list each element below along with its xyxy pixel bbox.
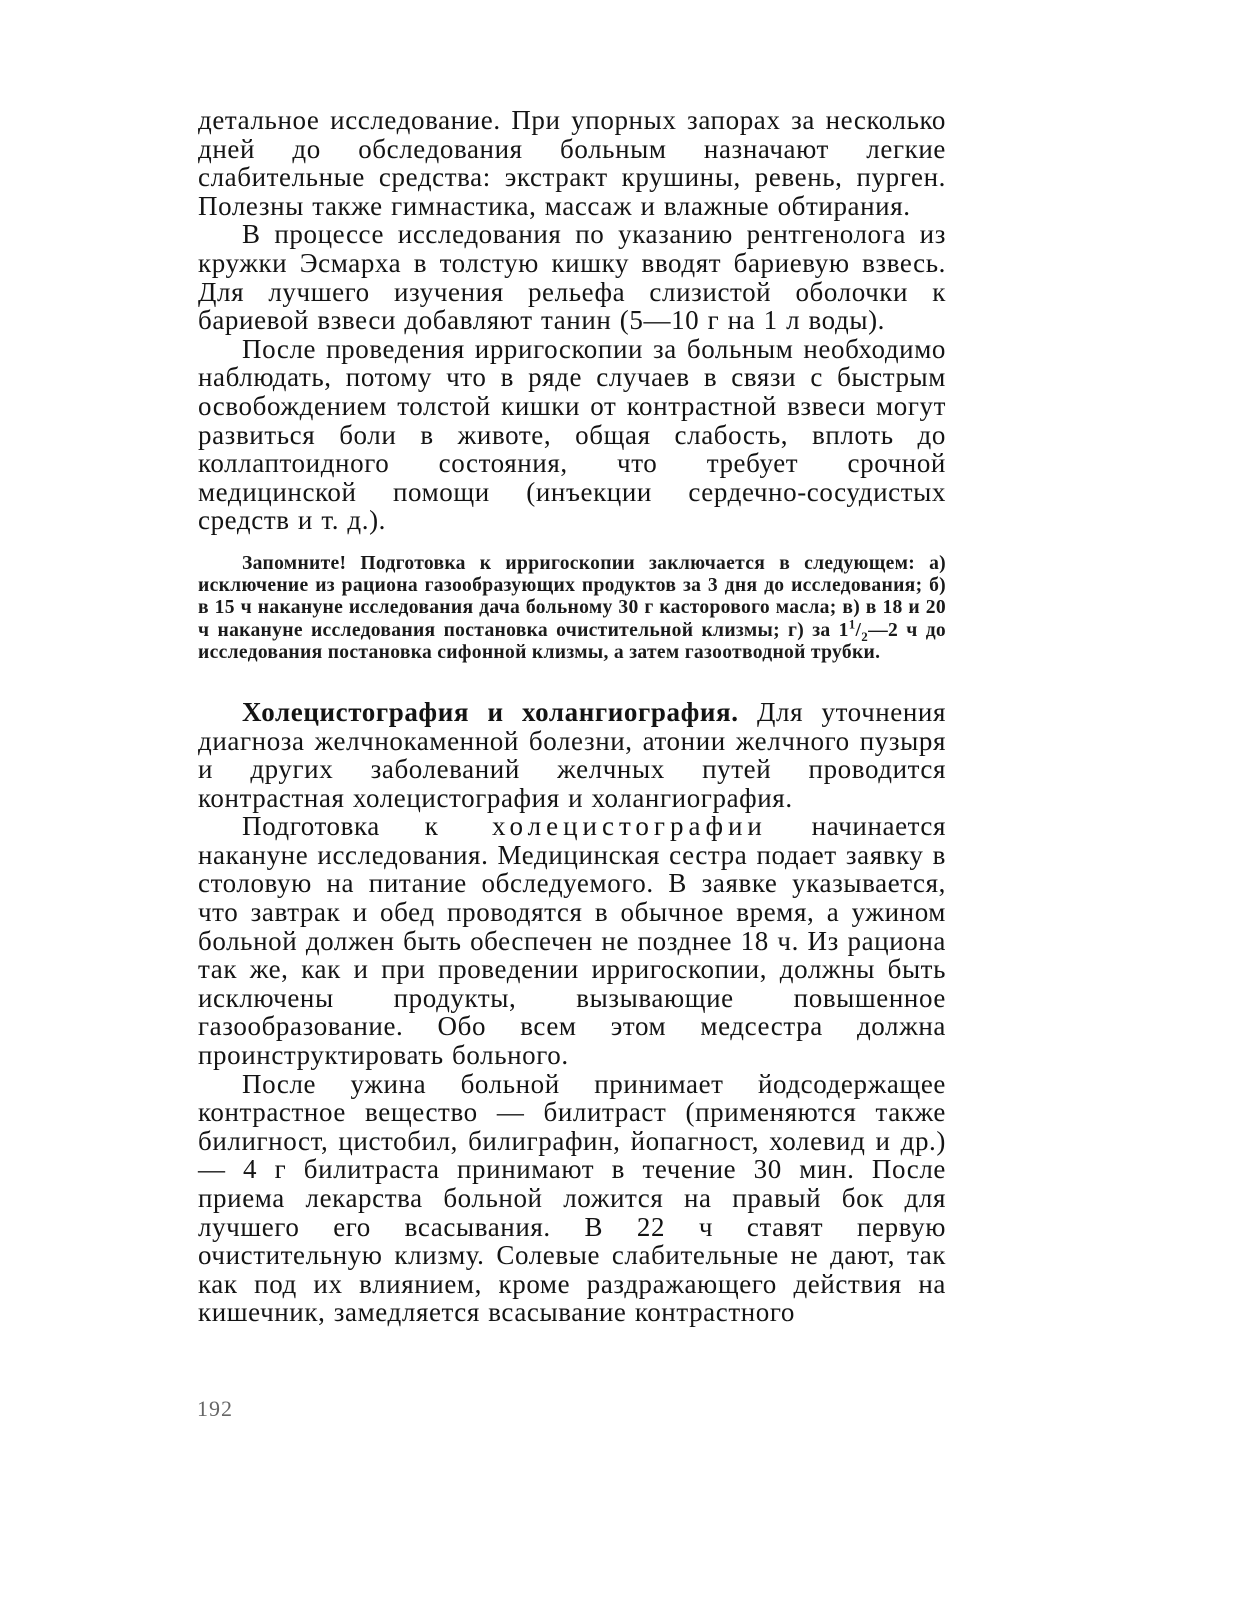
section-paragraph-2-start: Подготовка <box>242 811 425 842</box>
page-number: 192 <box>197 1396 233 1421</box>
section-paragraph-1-text: Для уточнения диагноза желчнокаменной болезни, атонии желчного пузыря и других заболеваний желчных путей проводится контрастная холецистография и холангиография. <box>198 696 946 813</box>
section-paragraph-2-emphasis: к холецистографии <box>424 811 767 842</box>
paragraph-1: детальное исследование. При упорных запорах за несколько дней до обследования больным назначают легкие слабительные средства: экстракт крушины, ревень, пурген. Полезны также гимнастика, массаж и влажные обтирания. <box>198 105 946 221</box>
section-heading: Холецистография и холангиография. <box>242 696 739 727</box>
page-body <box>198 106 946 1327</box>
note-text-part2: —2 ч до исследования постановка сифонной клизмы, а затем газоотводной трубки. <box>198 619 946 663</box>
section-cholecystography <box>198 698 946 1327</box>
note-fraction-slash: / <box>855 619 862 641</box>
paragraph-2: В процессе исследования по указанию рентгенолога из кружки Эсмарха в толстую кишку вводят бариевую взвесь. Для лучшего изучения рельефа слизистой оболочки к бариевой взвеси добавляют танин (5—10 г на 1 л воды). <box>198 219 946 336</box>
note-fraction-denominator: 2 <box>861 628 869 644</box>
section-paragraph-2 <box>198 812 946 1069</box>
paragraph-3: После проведения ирригоскопии за больным необходимо наблюдать, потому что в ряде случаев в связи с быстрым освобождением толстой кишки от контрастной взвеси могут развиться боли в животе, общая слабость, вплоть до коллаптоидного состояния, что требует срочной медицинской помощи (инъекции сердечно-сосудистых средств и т. д.). <box>198 333 946 536</box>
section-paragraph-3: После ужина больной принимает йодсодержащее контрастное вещество — билитраст (применяются также билигност, цистобил, билиграфин, йопагност, холевид и др.) — 4 г билитраста принимают в течение 30 мин. После приема лекарства больной ложится на правый бок для лучшего его всасывания. В 22 ч ставят первую очистительную клизму. Солевые слабительные не дают, так как под их влиянием, кроме раздражающего действия на кишечник, замедляется всасывание контрастного <box>198 1068 946 1328</box>
note-fraction-numerator: 1 <box>848 615 856 631</box>
remember-note <box>198 553 946 664</box>
section-paragraph-2-text: начинается накануне исследования. Медицинская сестра подает заявку в столовую на питание обследуемого. В заявке указывается, что завтрак и обед проводятся в обычное время, а ужином больной должен быть обеспечен не позднее 18 ч. Из рациона так же, как и при проведении ирригоскопии, должны быть исключены продукты, вызывающие повышенное газообразование. Обо всем этом медсестра должна проинструктировать больного. <box>198 811 946 1071</box>
section-paragraph-1 <box>198 698 946 812</box>
note-text-part1: Запомните! Подготовка к ирригоскопии заключается в следующем: а) исключение из рациона газообразующих продуктов за 3 дня до исследования; б) в 15 ч накануне исследования дача больному 30 г касторового масла; в) в 18 и 20 ч накануне исследования постановка очистительной клизмы; г) за 1 <box>198 552 946 641</box>
